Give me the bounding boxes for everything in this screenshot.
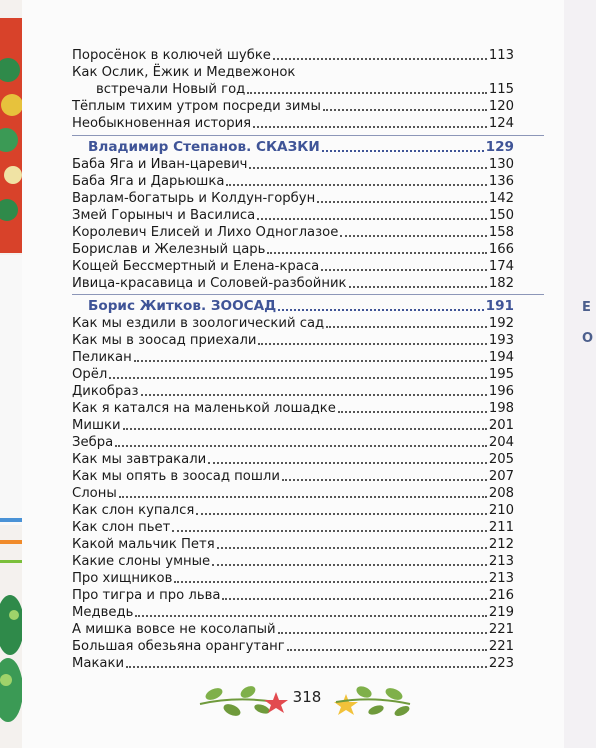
toc-entry-title: Как я катался на маленькой лошадке <box>72 401 336 416</box>
toc-entry-title: Змей Горыныч и Василиса <box>72 208 256 223</box>
toc-entry-title: Тёплым тихим утром посреди зимы <box>72 99 321 114</box>
dot-leader <box>174 581 486 583</box>
dot-leader <box>267 252 486 254</box>
toc-entry-title: Зебра <box>72 435 114 450</box>
toc-entry-title: Дикобраз <box>72 384 139 399</box>
section-heading[interactable] <box>88 139 514 156</box>
toc-entry-title: Необыкновенная история <box>72 116 252 131</box>
dot-leader <box>323 109 487 111</box>
dot-leader <box>287 649 487 651</box>
toc-entry[interactable] <box>72 553 514 570</box>
dot-leader <box>257 218 487 220</box>
toc-entry-title: Баба Яга и Иван-царевич <box>72 157 248 172</box>
toc-entry-title: Про хищников <box>72 571 173 586</box>
dot-leader <box>249 167 486 169</box>
toc-entry-title: Какие слоны умные <box>72 554 211 569</box>
dot-leader <box>273 58 487 60</box>
dot-leader <box>349 286 487 288</box>
dot-leader <box>135 615 486 617</box>
toc-entry[interactable] <box>72 519 514 536</box>
toc-entry[interactable] <box>72 115 514 132</box>
toc-entry-title: Борислав и Железный царь <box>72 242 266 257</box>
dot-leader <box>226 184 486 186</box>
section-divider <box>72 294 544 295</box>
toc-entry[interactable] <box>72 315 514 332</box>
section-heading-page: 191 <box>485 298 514 314</box>
toc-entry[interactable] <box>72 47 514 64</box>
toc-entry-title: Про тигра и про льва <box>72 588 221 603</box>
toc-entry-page: 174 <box>488 259 514 274</box>
dot-leader <box>212 564 487 566</box>
dot-leader <box>282 479 487 481</box>
dot-leader <box>141 394 487 396</box>
toc-entry[interactable] <box>72 64 514 81</box>
dot-leader <box>172 530 486 532</box>
toc-entry[interactable] <box>72 655 514 672</box>
toc-entry-title: встречали Новый год <box>96 82 246 97</box>
toc-entry[interactable] <box>72 536 514 553</box>
section-heading-page: 129 <box>485 139 514 155</box>
dot-leader <box>217 547 487 549</box>
toc-entry[interactable] <box>72 173 514 190</box>
dot-leader <box>222 598 486 600</box>
leaf-branch-left-icon <box>200 684 276 719</box>
toc-entry-page: 204 <box>488 435 514 450</box>
toc-entry-page: 223 <box>488 656 514 671</box>
toc-entry[interactable] <box>72 224 514 241</box>
toc-entry[interactable] <box>72 241 514 258</box>
toc-entry[interactable] <box>72 98 514 115</box>
toc-entry-page: 166 <box>488 242 514 257</box>
leaf-branch-right-icon <box>336 684 411 718</box>
toc-entry-page: 158 <box>488 225 514 240</box>
dot-leader <box>247 92 487 94</box>
toc-entry[interactable] <box>72 383 514 400</box>
toc-entry-page: 120 <box>488 99 514 114</box>
toc-entry-title: Как мы в зоосад приехали <box>72 333 257 348</box>
toc-entry[interactable] <box>72 81 514 98</box>
toc-entry[interactable] <box>72 156 514 173</box>
toc-entry[interactable] <box>72 587 514 604</box>
toc-entry-page: 211 <box>488 520 514 535</box>
toc-entry-page: 216 <box>488 588 514 603</box>
section-heading-title: Владимир Степанов. СКАЗКИ <box>88 139 320 155</box>
toc-entry-title: Как мы ездили в зоологический сад <box>72 316 325 331</box>
toc-entry-page: 196 <box>488 384 514 399</box>
toc-entry-page: 115 <box>488 82 514 97</box>
toc-entry-title: Как слон купался <box>72 503 195 518</box>
toc-entry-title: Ивица-красавица и Соловей-разбойник <box>72 276 347 291</box>
dot-leader <box>321 269 487 271</box>
toc-entry[interactable] <box>72 190 514 207</box>
toc-entry[interactable] <box>72 604 514 621</box>
toc-entry-title: Слоны <box>72 486 117 501</box>
toc-entry-page: 208 <box>488 486 514 501</box>
dot-leader <box>278 309 483 311</box>
toc-entry-page: 195 <box>488 367 514 382</box>
toc-entry-page: 150 <box>488 208 514 223</box>
toc-entry-page: 194 <box>488 350 514 365</box>
toc-entry-page: 130 <box>488 157 514 172</box>
toc-entry-page: 124 <box>488 116 514 131</box>
toc-entry-title: Как мы завтракали <box>72 452 207 467</box>
toc-entry-page: 182 <box>488 276 514 291</box>
next-page-fragment: Е <box>582 300 591 315</box>
toc-entry-page: 198 <box>488 401 514 416</box>
toc-entry[interactable] <box>72 349 514 366</box>
dot-leader <box>338 411 487 413</box>
yellow-star-icon <box>334 694 358 715</box>
toc-entry-title: А мишка вовсе не косолапый <box>72 622 276 637</box>
dot-leader <box>340 235 486 237</box>
toc-entry-title: Как слон пьет <box>72 520 171 535</box>
toc-entry-page: 201 <box>488 418 514 433</box>
section-divider <box>72 135 544 136</box>
toc-entry-page: 219 <box>488 605 514 620</box>
toc-entry[interactable] <box>72 570 514 587</box>
toc-entry[interactable] <box>72 366 514 383</box>
toc-entry-title: Баба Яга и Дарьюшка <box>72 174 225 189</box>
section-heading-title: Борис Житков. ЗООСАД <box>88 298 277 314</box>
section-heading[interactable] <box>88 298 514 315</box>
toc-entry-page: 213 <box>488 554 514 569</box>
toc-entry-page: 221 <box>488 639 514 654</box>
toc-entry-title: Кощей Бессмертный и Елена-краса <box>72 259 320 274</box>
toc-entry-title: Поросёнок в колючей шубке <box>72 48 271 63</box>
toc-entry-title: Королевич Елисей и Лихо Одноглазое <box>72 225 339 240</box>
toc-entry-page: 205 <box>488 452 514 467</box>
dot-leader <box>258 343 486 345</box>
dot-leader <box>119 496 487 498</box>
toc-entry-title: Как мы опять в зоосад пошли <box>72 469 280 484</box>
toc-entry-title: Медведь <box>72 605 134 620</box>
dot-leader <box>326 326 487 328</box>
toc-entry-page: 136 <box>488 174 514 189</box>
toc-entry[interactable] <box>72 400 514 417</box>
toc-entry-title: Большая обезьяна орангутанг <box>72 639 285 654</box>
next-page-fragment: О <box>582 331 594 346</box>
toc-entry[interactable] <box>72 485 514 502</box>
dot-leader <box>123 428 487 430</box>
toc-entry[interactable] <box>72 638 514 655</box>
toc-entry-title: Орёл <box>72 367 108 382</box>
toc-entry-title: Макаки <box>72 656 125 671</box>
toc-entry-page: 212 <box>488 537 514 552</box>
dot-leader <box>196 513 487 515</box>
toc-entry[interactable] <box>72 468 514 485</box>
dot-leader <box>317 201 487 203</box>
toc-entry[interactable] <box>72 621 514 638</box>
dot-leader <box>126 666 487 668</box>
toc-entry[interactable] <box>72 502 514 519</box>
dot-leader <box>208 462 487 464</box>
toc-entry[interactable] <box>72 275 514 292</box>
toc-entry-page: 193 <box>488 333 514 348</box>
toc-entry-page: 192 <box>488 316 514 331</box>
toc-entry-title: Пеликан <box>72 350 132 365</box>
toc-entry[interactable] <box>72 451 514 468</box>
toc-entry-page: 221 <box>488 622 514 637</box>
toc-entry-page: 213 <box>488 571 514 586</box>
page-number: 318 <box>292 688 322 706</box>
dot-leader <box>278 632 487 634</box>
toc-entry-page: 113 <box>488 48 514 63</box>
toc-entry-page: 210 <box>488 503 514 518</box>
dot-leader <box>109 377 487 379</box>
toc-entry-page: 207 <box>488 469 514 484</box>
dot-leader <box>253 126 487 128</box>
toc-entry[interactable] <box>72 417 514 434</box>
toc-entry-title: Какой мальчик Петя <box>72 537 215 552</box>
dot-leader <box>115 445 487 447</box>
toc-entry-page: 142 <box>488 191 514 206</box>
dot-leader <box>134 360 487 362</box>
toc-entry-title: Как Ослик, Ёжик и Медвежонок <box>72 65 296 80</box>
toc-entry-title: Варлам-богатырь и Колдун-горбун <box>72 191 316 206</box>
toc-entry[interactable] <box>72 207 514 224</box>
toc-entry[interactable] <box>72 258 514 275</box>
dot-leader <box>322 150 484 152</box>
toc-entry-title: Мишки <box>72 418 121 433</box>
toc-entry[interactable] <box>72 434 514 451</box>
toc-entry[interactable] <box>72 332 514 349</box>
